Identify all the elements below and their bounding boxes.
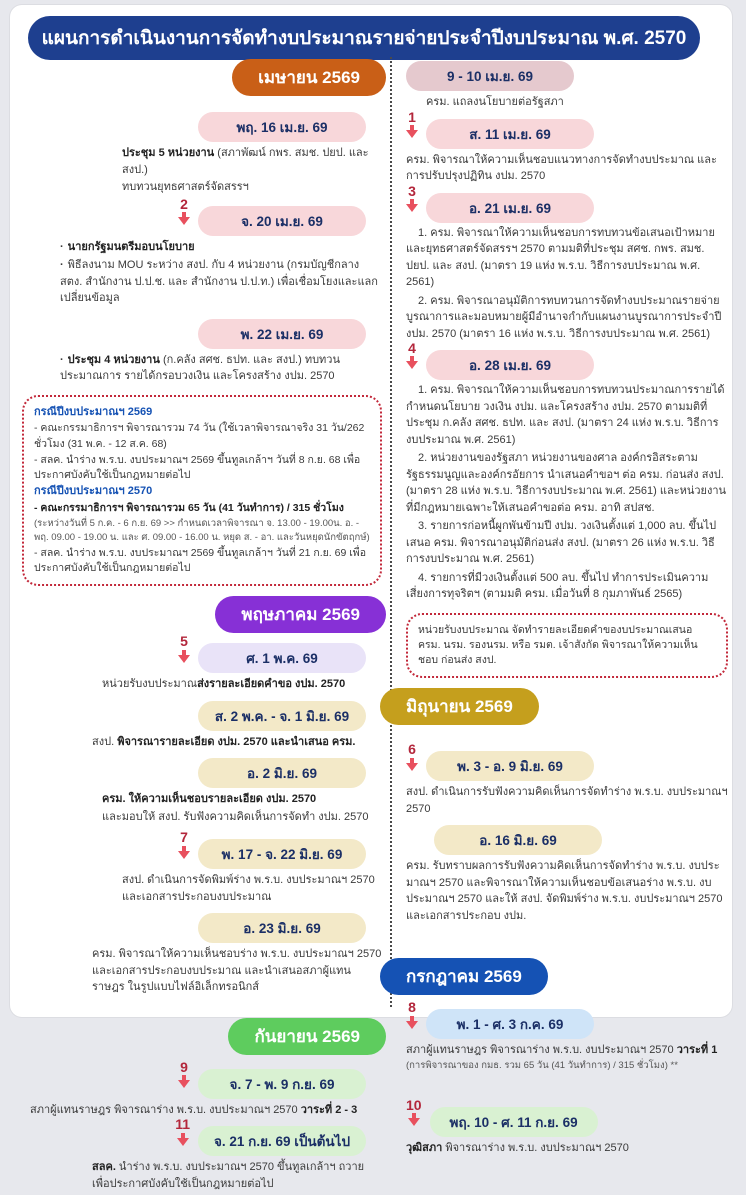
notebox-line: หน่วยรับงบประมาณ จัดทำรายละเอียดคำของบประมาณเสนอ ครม. นรม. รองนรม. หรือ รมต. เจ้าสังกัด พิจารณาให้ความเห็นชอบ ก่อนส่ง สงป. [418, 623, 698, 666]
date-badge-may1: ศ. 1 พ.ค. 69 [198, 643, 366, 673]
event-text: ครม. ให้ความเห็นชอบรายละเอียด งปม. 2570 [102, 793, 317, 806]
date-badge-sep7-9: จ. 7 - พ. 9 ก.ย. 69 [198, 1069, 366, 1099]
date-badge-jun23: อ. 23 มิ.ย. 69 [198, 913, 366, 943]
date-badge-sep10-11: พฤ. 10 - ศ. 11 ก.ย. 69 [430, 1107, 598, 1137]
column-divider [390, 57, 392, 1007]
down-arrow-icon [178, 650, 190, 663]
event-text: · พิธีลงนาม MOU ระหว่าง สงป. กับ 4 หน่วยงาน (กรมบัญชีกลาง สตง. สำนักงาน ป.ป.ช. และ สำนักงาน ป.ป.ท.) เพื่อเชื่อมโยงและแลกเปลี่ยนข้อมูล [60, 259, 378, 304]
event-text: · ประชุม 4 หน่วยงาน (ก.คลัง สศช. ธปท. และ สงป.) ทบทวนประมาณการ รายได้กรอบวงเงิน และโครงสร้าง งปม. 2570 [60, 353, 341, 382]
notebox-heading: กรณีปีงบประมาณฯ 2569 [34, 405, 153, 418]
date-badge-jul1-3: พ. 1 - ศ. 3 ก.ค. 69 [426, 1009, 594, 1039]
date-badge-apr28: อ. 28 เม.ย. 69 [426, 350, 594, 380]
event-text: 4. รายการที่มีวงเงินตั้งแต่ 500 ลบ. ขึ้นไป ทำการประเมินความเสี่ยงการทุจริตฯ (ตามมติ ครม. เมื่อวันที่ 8 กุมภาพันธ์ 2565) [406, 571, 709, 600]
event-text: 1. ครม. พิจารณาให้ความเห็นชอบการทบทวนประมาณการรายได้ กำหนดนโยบาย วงเงิน งปม. และโครงสร้าง งปม. 2570 ตามมติที่ประชุม ก.คลัง สศช. ธปท. และ สงป. (มาตรา 24 แห่ง พ.ร.บ. วิธีการงบประมาณ พ.ศ. 2561) [406, 384, 725, 446]
event-text: ประชุม 5 หน่วยงาน (สภาพัฒน์ กพร. สมช. ปยป. และ สงป.) [122, 147, 369, 176]
down-arrow-icon [406, 199, 418, 212]
date-badge-jun2: อ. 2 มิ.ย. 69 [198, 758, 366, 788]
month-badge-july: กรกฎาคม 2569 [380, 958, 548, 995]
event-text: ทบทวนยุทธศาสตร์จัดสรรฯ [122, 181, 249, 193]
month-badge-april: เมษายน 2569 [232, 59, 386, 96]
event-text: และมอบให้ สงป. รับฟังความคิดเห็นการจัดทำ งปม. 2570 [102, 810, 369, 823]
event-subtext: (การพิจารณาของ กมธ. รวม 65 วัน (41 วันทำการ) / 315 ชั่วโมง) ** [406, 1059, 678, 1071]
event-text: สภาผู้แทนราษฎร พิจารณาร่าง พ.ร.บ. งบประมาณฯ 2570 วาระที่ 2 - 3 [30, 1103, 358, 1116]
step-marker-6: 6 [406, 742, 418, 770]
step-marker-9: 9 [178, 1060, 190, 1088]
event-text: วุฒิสภา พิจารณาร่าง พ.ร.บ. งบประมาณฯ 2570 [406, 1141, 629, 1154]
date-badge-apr16: พฤ. 16 เม.ย. 69 [198, 112, 366, 142]
right-column [406, 53, 728, 1159]
date-badge-apr9-10: 9 - 10 เม.ย. 69 [406, 61, 574, 91]
page-title: แผนการดำเนินงานการจัดทำงบประมาณรายจ่ายประจำปีงบประมาณ พ.ศ. 2570 [28, 16, 700, 60]
event-text: 2. ครม. พิจารณาอนุมัติการทบทวนการจัดทำงบประมาณรายจ่ายบูรณาการและมอบหมายผู้มีอำนาจกำกับแผนงานบูรณาการประจำปี งปม. 2570 (มาตรา 16 แห่ง พ.ร.บ. วิธีการงบประมาณ พ.ศ. 2561) [406, 294, 722, 340]
notebox-heading: กรณีปีงบประมาณฯ 2570 [34, 485, 153, 498]
date-badge-jun16: อ. 16 มิ.ย. 69 [434, 825, 602, 855]
date-badge-apr22: พ. 22 เม.ย. 69 [198, 319, 366, 349]
event-text: 3. รายการก่อหนี้ผูกพันข้ามปี งปม. วงเงินตั้งแต่ 1,000 ลบ. ขึ้นไป เสนอ ครม. พิจารณาอนุมัติก่อนส่ง สงป. (มาตรา 26 แห่ง พ.ร.บ. วิธีการงบประมาณ พ.ศ. 2561) [406, 520, 717, 565]
down-arrow-icon [406, 125, 418, 138]
step-marker-8: 8 [406, 1000, 418, 1028]
step-marker-4: 4 [406, 341, 418, 369]
page-card [10, 5, 732, 1190]
step-marker-1: 1 [406, 110, 418, 138]
step-marker-5: 5 [178, 634, 190, 662]
step-marker-2: 2 [178, 197, 190, 225]
event-text: สงป. ดำเนินการรับฟังความคิดเห็นการจัดทำร่าง พ.ร.บ. งบประมาณฯ 2570 [406, 786, 728, 815]
date-badge-apr11: ส. 11 เม.ย. 69 [426, 119, 594, 149]
event-text: สภาผู้แทนราษฎร พิจารณาร่าง พ.ร.บ. งบประมาณฯ 2570 วาระที่ 1 [406, 1044, 718, 1057]
down-arrow-icon [178, 846, 190, 859]
event-text: 2. หน่วยงานของรัฐสภา หน่วยงานของศาล องค์กรอิสระตามรัฐธรรมนูญและองค์กรอัยการ นำเสนอคำขอฯ ต่อ ครม. ก่อนส่ง สงป. (มาตรา 28 แห่ง พ.ร.บ. วิธีการงบประมาณ พ.ศ. 2561) และหน่วยงานที่มีกฎหมายเฉพาะให้เสนอคำขอต่อ ครม. อาทิ สปสช. [406, 452, 727, 514]
month-badge-may: พฤษภาคม 2569 [215, 596, 386, 633]
date-badge-apr21: อ. 21 เม.ย. 69 [426, 193, 594, 223]
event-text: สลค. นำร่าง พ.ร.บ. งบประมาณฯ 2570 ขึ้นทูลเกล้าฯ ถวาย เพื่อประกาศบังคับใช้เป็นกฎหมายต่อไป [92, 1161, 365, 1190]
event-text: 1. ครม. พิจารณาให้ความเห็นชอบการทบทวนข้อเสนอเป้าหมายและยุทธศาสตร์จัดสรรฯ 2570 ตามมติที่ประชุม สศช. กพร. สมช. ปยป. และ สงป. (มาตรา 19 แห่ง พ.ร.บ. วิธีการงบประมาณ พ.ศ. 2561) [406, 226, 715, 288]
down-arrow-icon [178, 212, 190, 225]
date-badge-may2-jun1: ส. 2 พ.ค. - จ. 1 มิ.ย. 69 [198, 701, 366, 731]
down-arrow-icon [178, 1075, 190, 1088]
down-arrow-icon [406, 1016, 418, 1029]
date-badge-jun3-9: พ. 3 - อ. 9 มิ.ย. 69 [426, 751, 594, 781]
down-arrow-icon [408, 1113, 420, 1126]
event-text: ครม. พิจารณาให้ความเห็นชอบแนวทางการจัดทำงบประมาณ และการปรับปรุงปฏิทิน งปม. 2570 [406, 153, 717, 182]
notebox-line: - สลค. นำร่าง พ.ร.บ. งบประมาณฯ 2569 ขึ้นทูลเกล้าฯ วันที่ 8 ก.ย. 68 เพื่อประกาศบังคับใช้เป็นกฎหมายต่อไป [34, 453, 361, 482]
notebox-line-small: (ระหว่างวันที่ 5 ก.ค. - 6 ก.ย. 69 >> กำหนดเวลาพิจารณา จ. 13.00 - 19.00น. อ. - พฤ. 09.00 - 19.00 น. และ ศ. 09.00 - 16.00 น. หยุด ส. - อา. และวันหยุดนักขัตฤกษ์) [34, 518, 370, 544]
event-text: ครม. แถลงนโยบายต่อรัฐสภา [426, 96, 564, 108]
event-text: หน่วยรับงบประมาณส่งรายละเอียดคำขอ งปม. 2570 [102, 678, 346, 691]
down-arrow-icon [177, 1133, 189, 1146]
month-badge-september: กันยายน 2569 [228, 1018, 386, 1055]
notebox-line: - คณะกรรมาธิการฯ พิจารณารวม 74 วัน (ใช้เวลาพิจารณาจริง 31 วัน/262 ชั่วโมง (31 พ.ค. - 12 ส.ค. 68) [34, 422, 365, 450]
down-arrow-icon [406, 758, 418, 771]
date-badge-sep21: จ. 21 ก.ย. 69 เป็นต้นไป [198, 1126, 366, 1156]
event-text: · นายกรัฐมนตรีมอบนโยบาย [60, 240, 195, 253]
budget-case-notebox [22, 395, 382, 587]
date-badge-jun17-22: พ. 17 - จ. 22 มิ.ย. 69 [198, 839, 366, 869]
step-marker-11: 11 [175, 1117, 190, 1145]
event-text: สงป. พิจารณารายละเอียด งปม. 2570 และนำเสนอ ครม. [92, 735, 356, 748]
event-text: ครม. รับทราบผลการรับฟังความคิดเห็นการจัดทำร่าง พ.ร.บ. งบประมาณฯ 2570 และพิจารณาให้ความเห็นชอบข้อเสนอร่าง พ.ร.บ. งบประมาณฯ 2570 และให้ สงป. จัดพิมพ์ร่าง พ.ร.บ. งบประมาณฯ 2570 และเอกสารประกอบ งปม. [406, 860, 723, 922]
down-arrow-icon [406, 356, 418, 369]
notebox-line: - คณะกรรมาธิการฯ พิจารณารวม 65 วัน (41 วันทำการ) / 315 ชั่วโมง [34, 502, 344, 515]
step-marker-7: 7 [178, 830, 190, 858]
event-text: ครม. พิจารณาให้ความเห็นชอบร่าง พ.ร.บ. งบประมาณฯ 2570 และเอกสารประกอบงบประมาณ และนำเสนอสภาผู้แทนราษฎร ในรูปแบบไฟล์อิเล็กทรอนิกส์ [92, 948, 382, 994]
notebox-line: - สลค. นำร่าง พ.ร.บ. งบประมาณฯ 2569 ขึ้นทูลเกล้าฯ วันที่ 21 ก.ย. 69 เพื่อประกาศบังคับใช้เป็นกฎหมายต่อไป [34, 547, 367, 575]
date-badge-apr20: จ. 20 เม.ย. 69 [198, 206, 366, 236]
month-badge-june: มิถุนายน 2569 [380, 688, 539, 725]
step-marker-10: 10 [406, 1098, 422, 1126]
event-text: สงป. ดำเนินการจัดพิมพ์ร่าง พ.ร.บ. งบประมาณฯ 2570 และเอกสารประกอบงบประมาณ [122, 874, 375, 903]
step-marker-3: 3 [406, 184, 418, 212]
budget-request-notebox [406, 613, 728, 679]
